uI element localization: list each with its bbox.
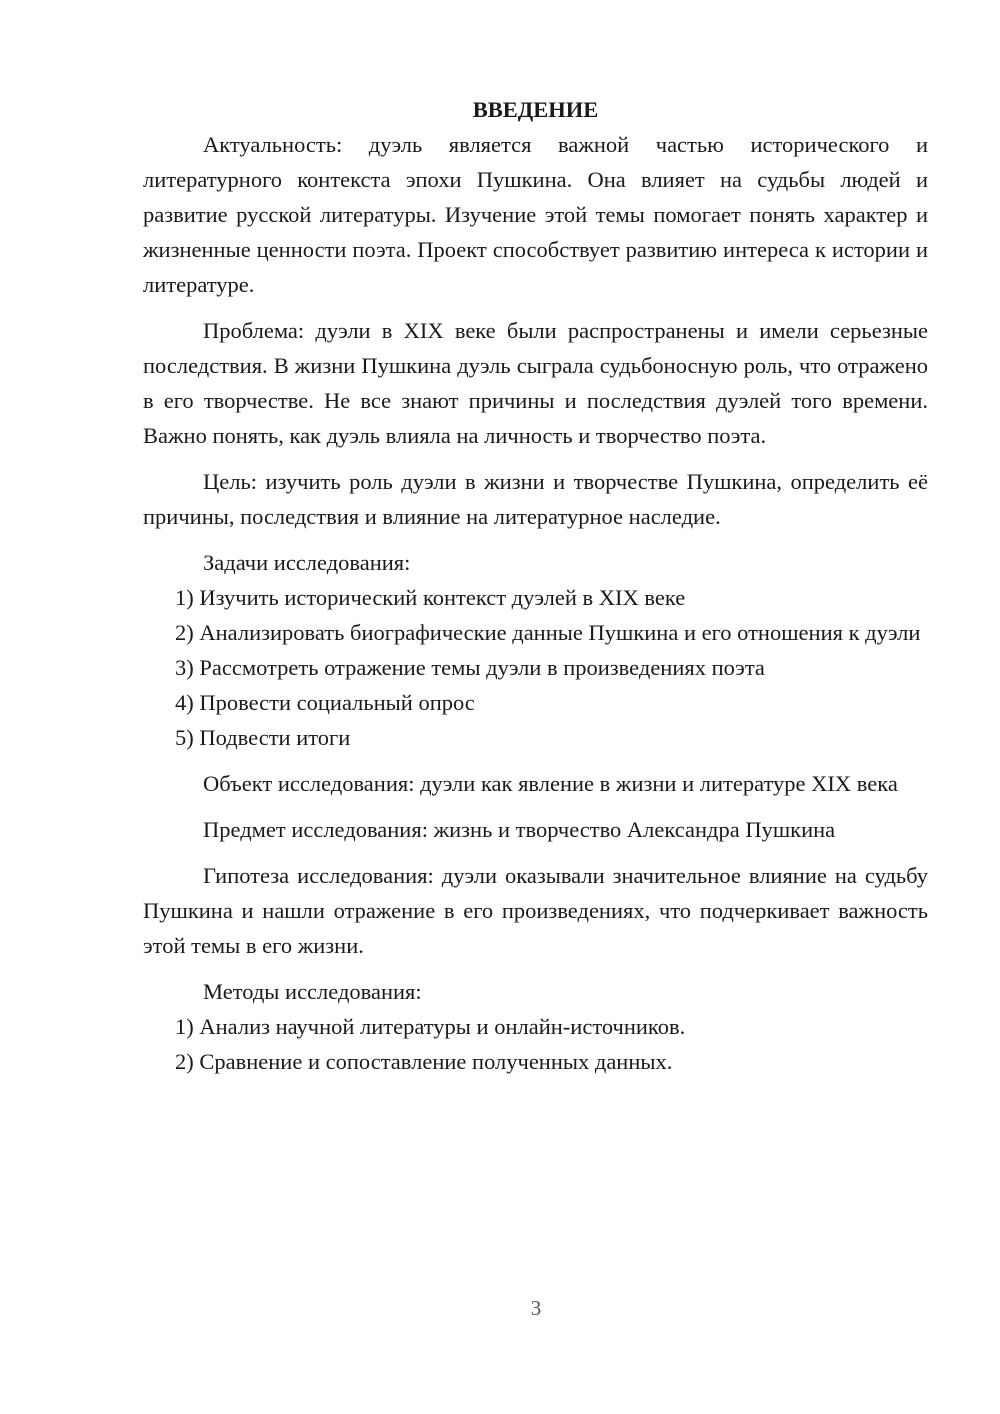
subject-paragraph: Предмет исследования: жизнь и творчество Александра Пушкина [203,817,836,842]
method-item: 2) Сравнение и сопоставление полученных данных. [175,1049,673,1074]
goal-paragraph: Цель: изучить роль дуэли в жизни и творчестве Пушкина, определить её причины, последствия и влияние на литературное наследие. [143,469,928,529]
hypothesis-paragraph: Гипотеза исследования: дуэли оказывали значительное влияние на судьбу Пушкина и нашли отражение в его произведениях, что подчеркивает важность этой темы в его жизни. [143,863,928,958]
page-number: 3 [530,1296,542,1320]
task-item: 1) Изучить исторический контекст дуэлей в XIX веке [175,585,686,610]
problem-paragraph: Проблема: дуэли в XIX веке были распространены и имели серьезные последствия. В жизни Пушкина дуэль сыграла судьбоносную роль, что отражено в его творчестве. Не все знают причины и последствия дуэлей того времени. Важно понять, как дуэль влияла на личность и творчество поэта. [143,318,928,448]
object-paragraph: Объект исследования: дуэли как явление в жизни и литературе XIX века [203,771,898,796]
tasks-heading: Задачи исследования: [203,550,411,575]
methods-heading: Методы исследования: [203,979,422,1004]
method-item: 1) Анализ научной литературы и онлайн-источников. [175,1014,686,1039]
task-item: 3) Рассмотреть отражение темы дуэли в произведениях поэта [175,655,765,680]
relevance-paragraph: Актуальность: дуэль является важной частью исторического и литературного контекста эпохи Пушкина. Она влияет на судьбы людей и развитие русской литературы. Изучение этой темы помогает понять характер и жизненные ценности поэта. Проект способствует развитию интереса к истории и литературе. [143,132,928,297]
task-item: 5) Подвести итоги [175,725,351,750]
task-item: 4) Провести социальный опрос [175,690,475,715]
task-item: 2) Анализировать биографические данные Пушкина и его отношения к дуэли [175,620,921,645]
document-page [143,92,928,1079]
section-heading: ВВЕДЕНИЕ [472,97,599,122]
